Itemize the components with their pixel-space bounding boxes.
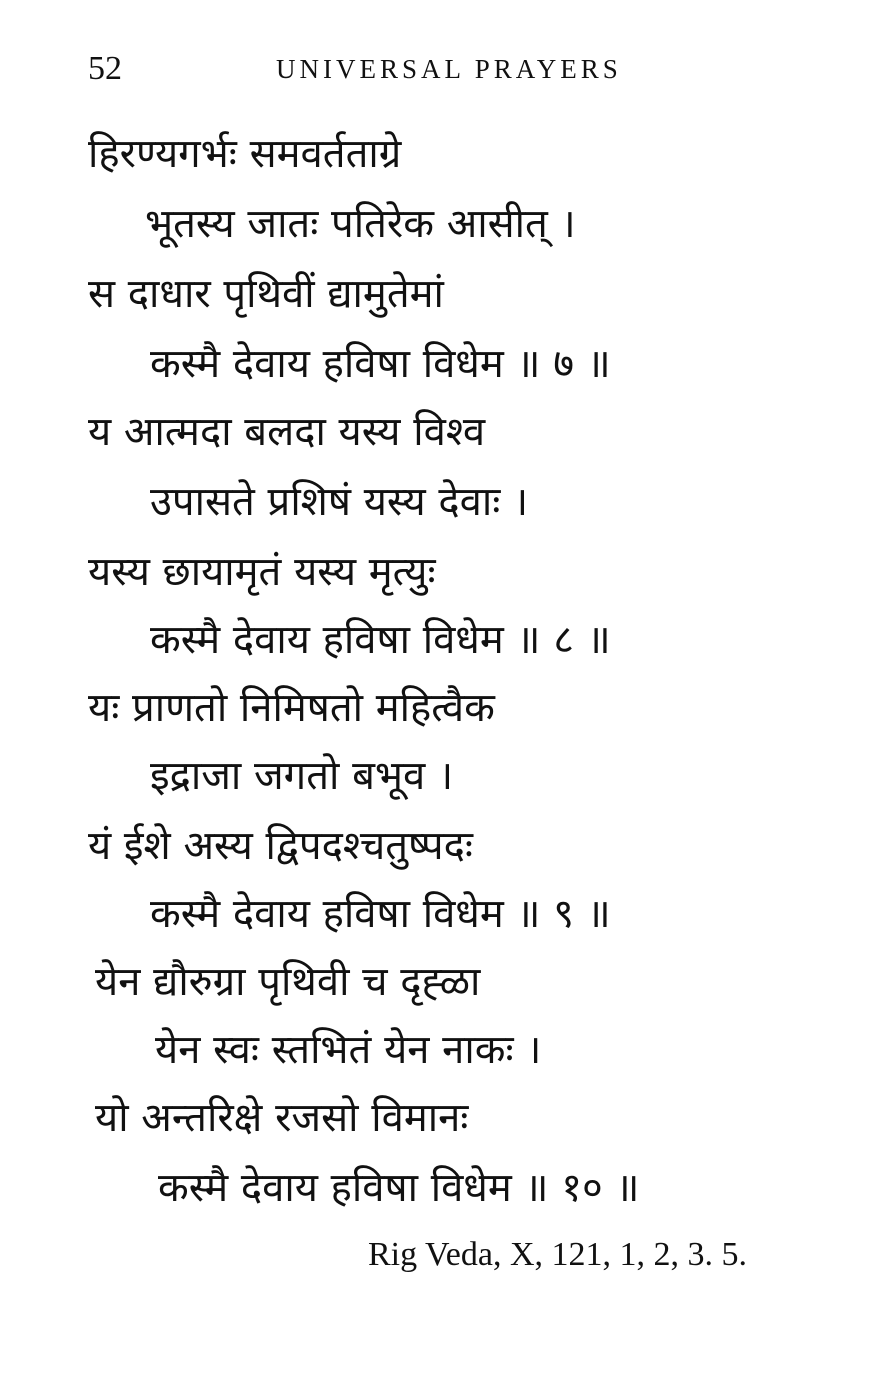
verse-line: यः प्राणतो निमिषतो महित्वैक [88, 685, 495, 731]
verse-line: यस्य छायामृतं यस्य मृत्युः [88, 549, 436, 595]
verse-line: येन स्वः स्तभितं येन नाकः । [155, 1027, 542, 1073]
verse-line: यो अन्तरिक्षे रजसो विमानः [95, 1095, 469, 1141]
verse-line: भूतस्य जातः पतिरेक आसीत् । [145, 201, 576, 247]
verse-line: कस्मै देवाय हविषा विधेम ॥ ९ ॥ [150, 891, 611, 937]
verse-line: यं ईशे अस्य द्विपदश्चतुष्पदः [88, 823, 473, 869]
verse-line: स दाधार पृथिवीं द्यामुतेमां [88, 271, 444, 317]
verse-line: कस्मै देवाय हविषा विधेम ॥ ७ ॥ [150, 341, 611, 387]
running-title: UNIVERSAL PRAYERS [276, 54, 622, 84]
source-citation: Rig Veda, X, 121, 1, 2, 3. 5. [368, 1236, 748, 1273]
page-number: 52 [88, 50, 122, 87]
verse-line: कस्मै देवाय हविषा विधेम ॥ ८ ॥ [150, 617, 611, 663]
verse-line: कस्मै देवाय हविषा विधेम ॥ १० ॥ [158, 1165, 640, 1211]
verse-line: इद्राजा जगतो बभूव । [150, 753, 454, 799]
page-header [88, 44, 668, 94]
verse-line: य आत्मदा बलदा यस्य विश्व [88, 409, 486, 455]
verse-line: येन द्यौरुग्रा पृथिवी च दृह्ळा [95, 959, 481, 1005]
verse-line: उपासते प्रशिषं यस्य देवाः । [150, 479, 529, 525]
verse-line: हिरण्यगर्भः समवर्तताग्रे [88, 131, 402, 177]
